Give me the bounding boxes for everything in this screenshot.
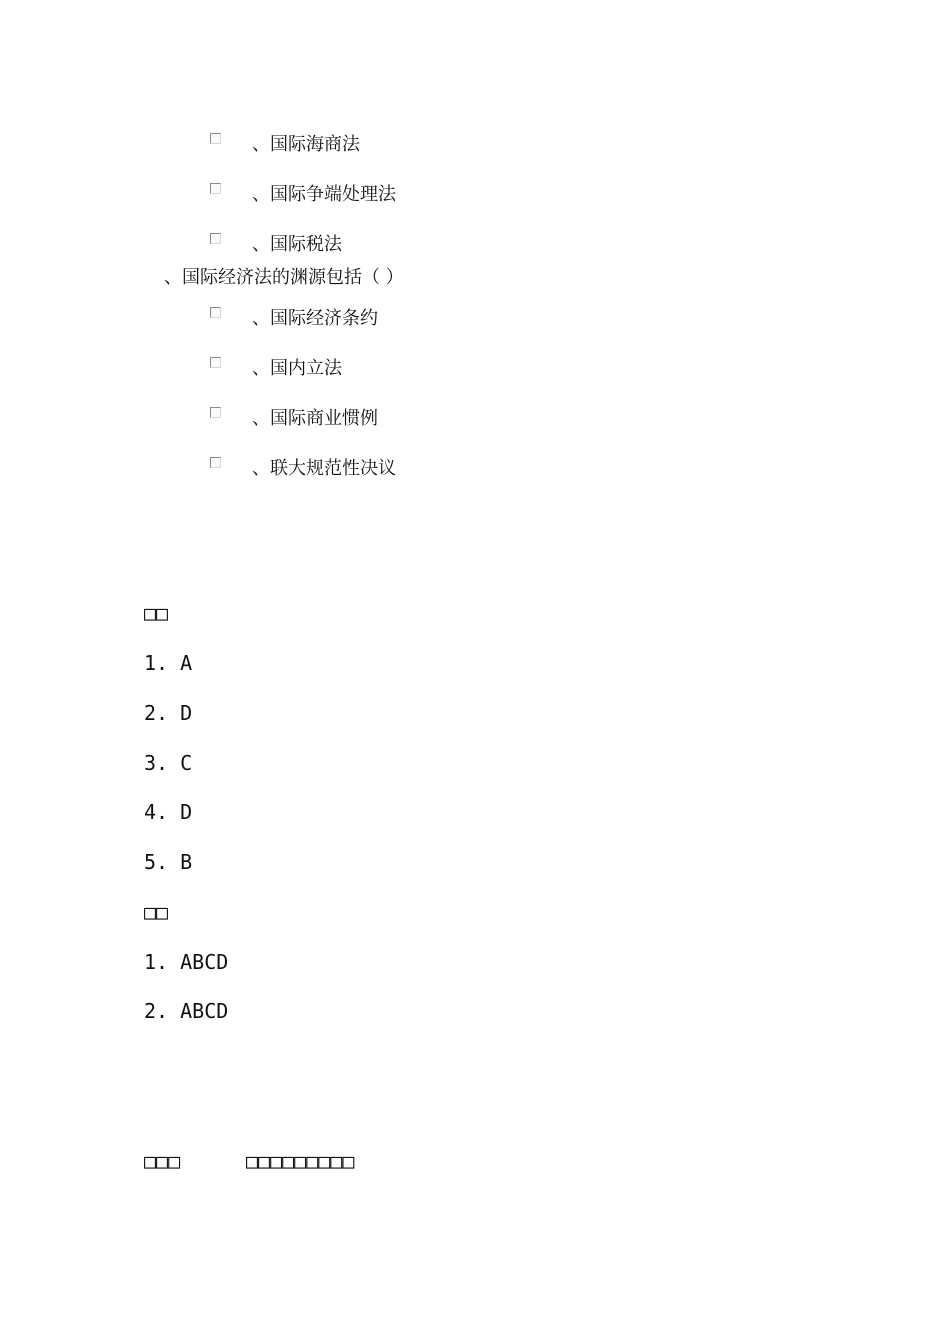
answer-item: 1. A — [144, 651, 193, 675]
option-label: 、国际经济条约 — [252, 308, 378, 329]
option-label: 、国内立法 — [252, 358, 342, 379]
option-label: 、国际税法 — [252, 234, 342, 255]
checkbox[interactable] — [210, 357, 221, 368]
option-label: 、国际海商法 — [252, 134, 360, 155]
answer-item: 4. D — [144, 800, 193, 824]
option-label: 、国际争端处理法 — [252, 184, 396, 205]
answer-item: 3. C — [144, 751, 193, 775]
question-text: 、国际经济法的渊源包括（ ） — [164, 267, 404, 288]
option-label: 、联大规范性决议 — [252, 458, 396, 479]
answer-item: 5. B — [144, 850, 193, 874]
checkbox[interactable] — [210, 307, 221, 318]
checkbox[interactable] — [210, 233, 221, 244]
checkbox[interactable] — [210, 457, 221, 468]
section-heading-right: □□□□□□□□□ — [246, 1149, 355, 1173]
answer-item: 1. ABCD — [144, 950, 229, 974]
checkbox[interactable] — [210, 407, 221, 418]
answers-multi-label: □□ — [144, 900, 169, 924]
checkbox[interactable] — [210, 183, 221, 194]
answers-single-label: □□ — [144, 601, 169, 625]
section-heading-left: □□□ — [144, 1149, 181, 1173]
option-label: 、国际商业惯例 — [252, 408, 378, 429]
checkbox[interactable] — [210, 133, 221, 144]
answer-item: 2. D — [144, 701, 193, 725]
answer-item: 2. ABCD — [144, 999, 229, 1023]
